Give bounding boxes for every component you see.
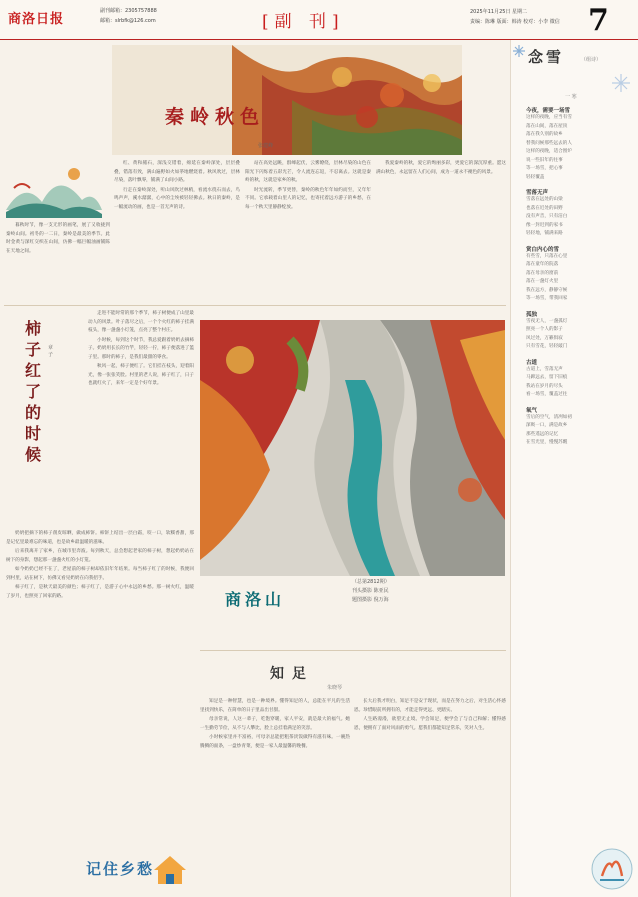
poem-line: 轻轻地，铺满来路 bbox=[526, 231, 563, 236]
section-title: [副 刊] bbox=[262, 12, 345, 32]
date-info bbox=[470, 7, 560, 27]
autumn-paragraph: 站在高处远眺，群峰起伏，云雾缭绕，层林尽染的山色在阳光下闪烁着五彩光芒，令人流连忘返，不忍离去。这就是秦岭的秋，这就是家乡的秋。 bbox=[245, 161, 371, 183]
divider bbox=[4, 305, 506, 306]
header-photo-credit: 题图摄影 倪万海 bbox=[352, 597, 389, 603]
persimmon-paragraph: 柿子红了，是秋天最美的颜色；柿子红了，是游子心中永远的乡愁。那一树火红，温暖了岁月，也照亮了回家的路。 bbox=[6, 585, 194, 599]
zhizu-column-2 bbox=[354, 698, 506, 893]
poem-line: 我在远方，静静守候 bbox=[526, 287, 568, 293]
poem-line: 也落在近处的田野 bbox=[526, 205, 563, 211]
poem-line: 没有声音，只有洁白 bbox=[526, 214, 568, 219]
poem-block bbox=[526, 406, 634, 448]
date-line-2: 责编：陈琳 版面：韩涛 校对：小李 微信 bbox=[470, 19, 560, 25]
poem-section-title: 今夜，需要一场雪 bbox=[526, 108, 571, 114]
autumn-banner bbox=[112, 45, 462, 155]
poem-block bbox=[526, 106, 634, 182]
shangluo-mountain-photo bbox=[200, 320, 505, 576]
poem-line: 雪后的空气，清冽如初 bbox=[526, 414, 572, 420]
poem-line: 只有雪花，轻轻敲门 bbox=[526, 344, 568, 349]
poem-line: 这样的夜晚，适合围炉 bbox=[526, 149, 572, 154]
photo-caption bbox=[352, 578, 462, 605]
zhizu-paragraph: 长大后我才明白，知足不是安于现状，而是在努力之后，对生活心怀感恩。珍惜眼前所拥有的，才能走得更远、更踏实。 bbox=[354, 699, 506, 713]
poem-line: 看一场雪，覆盖过往 bbox=[526, 392, 568, 397]
autumn-column-1 bbox=[6, 160, 110, 302]
poem-section-title: 氧气 bbox=[526, 407, 538, 414]
poem-line: 雪夜无人，一盏孤灯 bbox=[526, 318, 568, 324]
persimmon-column-2 bbox=[6, 530, 194, 845]
decorative-emblem-icon bbox=[590, 846, 634, 892]
poem-line: 照亮一个人的影子 bbox=[526, 327, 563, 332]
snowflake-icon bbox=[610, 72, 632, 94]
autumn-paragraph: 时光流转，季节更替，秦岭的秋色年年如约而至，又年年不同。它承载着山里人的记忆，也寄托着远方游子的乡愁，在每一个秋天里静静绽放。 bbox=[245, 187, 371, 210]
poem-section-title: 雪落无声 bbox=[526, 190, 549, 196]
zhizu-paragraph: 人生路漫漫，欲望无止境。学会知足，便学会了与自己和解；懂得感恩，便拥有了面对风雨的勇气。愿我们都能知足常乐，笑对人生。 bbox=[354, 717, 506, 731]
poem-line: 这样的夜晚，应当有雪 bbox=[526, 115, 572, 120]
jizhu-xiangchou-logo: 记住乡愁 bbox=[86, 860, 155, 878]
zhizu-paragraph: 知足是一种智慧，也是一种境界。懂得知足的人，总能在平凡的生活里找到快乐，在简单的日子里品出甘甜。 bbox=[200, 699, 350, 713]
autumn-paragraph: 暮秋时节，像一支无形的画笔，展了又收拢到秦岭山间。初冬的一二日，秦岭是最美的季节。此时金黄与深红交织在山间，仿佛一幅巨幅油画铺陈在天地之间。 bbox=[6, 223, 110, 254]
poem-line: 像一封迟到的家书 bbox=[526, 222, 563, 228]
poem-line: 马蹄远去，留下旧痕 bbox=[526, 375, 568, 380]
persimmon-paragraph: 奶奶把摘下的柿子削皮晾晒，做成柿饼。柿饼上结出一层白霜，咬一口，软糯香甜，那是记忆里最难忘的味道，也是故乡最温暖的滋味。 bbox=[6, 531, 194, 545]
poem-line: 等一场雪，带我回家 bbox=[526, 296, 568, 301]
persimmon-paragraph: 如今奶奶已经不在了，老屋前的柿子树却依旧年年结果。每当柿子红了的时候，我便回到村里，站在树下，仿佛又看见奶奶在向我招手。 bbox=[6, 567, 194, 581]
newspaper-logo: 商洛日报 bbox=[8, 12, 65, 27]
poem-title: 念雪 bbox=[528, 48, 565, 66]
poem-line: 替我问候那些远去的人 bbox=[526, 140, 572, 146]
autumn-forest-image bbox=[112, 45, 462, 155]
masthead-photo-credit: 刊头摄影 陈亚民 bbox=[352, 588, 389, 594]
poem-line: 落在我久别的故乡 bbox=[526, 132, 563, 137]
poem-line: 落在童年的院落 bbox=[526, 262, 559, 267]
autumn-column-3 bbox=[245, 160, 371, 302]
persimmon-paragraph: 小时候，每到这个时节，我总爱跟着奶奶去摘柿子。奶奶用长长的竹竿，轻轻一拧，柿子便落进了篮子里。那时的柿子，是我们最甜的零食。 bbox=[88, 337, 194, 360]
mountain-stream-image bbox=[200, 320, 505, 576]
poem-line: 雪落在远处的山梁 bbox=[526, 197, 563, 202]
poem-author: 一 寒 bbox=[565, 94, 577, 100]
poem-subtitle: （组诗） bbox=[581, 57, 602, 63]
poem-section-title: 古道 bbox=[526, 359, 538, 366]
poem-block bbox=[526, 358, 634, 400]
poem-block bbox=[526, 188, 634, 239]
zhizu-title: 知足 bbox=[270, 666, 314, 682]
autumn-column-2 bbox=[114, 160, 240, 302]
autumn-paragraph: 行走在秦岭深处，听山风吹过林梢，看流水绕石而去，鸟鸣声声，溪水潺潺，心中的尘埃被轻轻拂去。秋日的秦岭，是一幅流动的画，也是一首无声的诗。 bbox=[114, 187, 240, 210]
edition-info bbox=[100, 6, 157, 26]
snowflake-icon bbox=[512, 44, 526, 58]
persimmon-paragraph: 后来我离开了家乡，在城市里奔波。每到秋天，总会想起老家的柿子树，想起奶奶站在树下的身影，想起那一盏盏火红的小灯笼。 bbox=[6, 549, 194, 563]
poem-list bbox=[526, 106, 634, 454]
poem-line: 落在山间，落在屋顶 bbox=[526, 123, 568, 129]
autumn-title: 秦岭秋色 bbox=[165, 106, 266, 128]
poem-line: 说一些旧年的往事 bbox=[526, 157, 563, 163]
divider bbox=[200, 650, 506, 651]
zhizu-paragraph: 母亲常说，人这一辈子，吃饱穿暖，家人平安，就是最大的福气。她一生勤劳节俭，从不与人攀比，脸上总挂着满足的笑容。 bbox=[200, 717, 350, 731]
persimmon-author: 章子 bbox=[48, 345, 54, 358]
zhizu-paragraph: 小时候家里并不富裕，可母亲总能把粗茶淡饭做得有滋有味。一碗热腾腾的面条，一盘炒青菜，便是一家人最温馨的晚餐。 bbox=[200, 735, 350, 749]
autumn-column-4 bbox=[376, 160, 506, 302]
poem-line: 有些雪，只落在心里 bbox=[526, 253, 568, 259]
page-number: 7 bbox=[588, 3, 609, 38]
poem-line: 古道上，雪落无声 bbox=[526, 366, 563, 372]
poem-line: 等一场雪，把心事 bbox=[526, 166, 563, 171]
poem-line: 那些遥远的记忆 bbox=[526, 431, 559, 437]
jizhu-house-icon bbox=[150, 852, 190, 886]
poem-line: 在雪光里，慢慢苏醒 bbox=[526, 440, 568, 445]
poem-section-title: 孤独 bbox=[526, 311, 538, 318]
persimmon-paragraph: 走进不能时常的那个季节，柿子树便成了山里最动人的风景。叶子落尽之后，一个个火红的柿子挂满枝头，像一盏盏小灯笼，点亮了整个村庄。 bbox=[88, 311, 194, 333]
autumn-paragraph: 红、黄和赭石，深浅交错着，绵延在秦岭深处，层层叠叠，错落有致，满山遍野如火如荼地燃烧着。秋风吹过，层林尽染，落叶飘零，铺满了山间小路。 bbox=[114, 161, 240, 183]
date-line-1: 2025年11月25日 星期二 bbox=[470, 9, 528, 15]
persimmon-column-1 bbox=[88, 310, 194, 526]
poem-line: 轻轻覆盖 bbox=[526, 174, 545, 180]
persimmon-paragraph: 秋风一起，柿子便红了。它们挂在枝头，迎着阳光，像一张张笑脸。村里的老人说，柿子红了，日子也就红火了，来年一定是个好年景。 bbox=[88, 364, 194, 386]
poem-line: 风过处，万籁俱寂 bbox=[526, 335, 563, 341]
photo-title: 商洛山 bbox=[225, 590, 286, 609]
edition-line-2: 邮箱：slrbfk@126.com bbox=[100, 18, 156, 24]
poem-block bbox=[526, 310, 634, 352]
zhizu-column-1 bbox=[200, 698, 350, 893]
issue-number: （总第2812期） bbox=[352, 579, 390, 585]
poem-line: 落在母亲的窗前 bbox=[526, 270, 559, 276]
poem-block bbox=[526, 245, 634, 304]
poem-line: 落在一盏灯火里 bbox=[526, 279, 559, 284]
autumn-author: 张建峰 bbox=[258, 143, 274, 149]
zhizu-author: 朱晓琴 bbox=[327, 685, 343, 691]
poem-line: 我站在岁月的尽头 bbox=[526, 383, 563, 389]
persimmon-title: 柿子红了的时候 bbox=[24, 319, 41, 464]
edition-line-1: 副刊邮箱：2305757888 bbox=[100, 8, 157, 14]
autumn-paragraph: 我爱秦岭的秋，爱它的绚丽多彩，更爱它的深沉厚重。愿这满山秋色，永远留在人们心间，成为一道永不褪色的风景。 bbox=[376, 161, 506, 175]
poem-line: 深吸一口，满是故乡 bbox=[526, 423, 568, 428]
poem-section-title: 赏白内心的雪 bbox=[526, 246, 560, 253]
